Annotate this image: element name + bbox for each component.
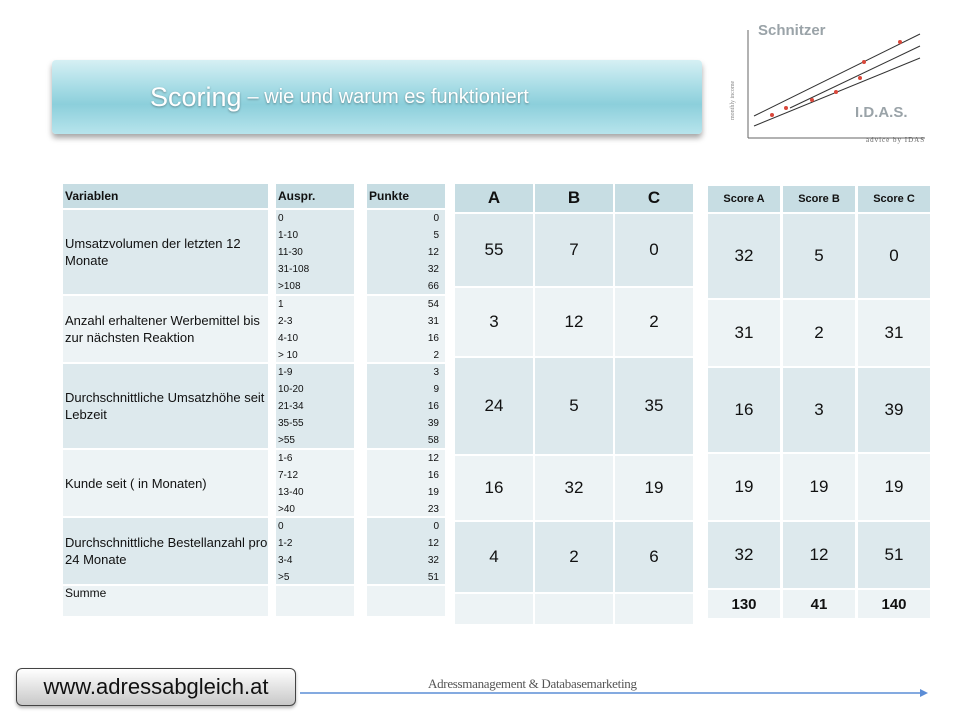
score-c-row-2: 31 bbox=[858, 300, 930, 366]
footer-arrow-line bbox=[300, 686, 930, 700]
punkte-row-3: 3 9 16 39 58 bbox=[367, 364, 445, 448]
score-a-row-2: 31 bbox=[708, 300, 780, 366]
c-row-2: 2 bbox=[615, 288, 693, 356]
a-row-1: 55 bbox=[455, 214, 533, 286]
score-b-sum: 41 bbox=[783, 590, 855, 618]
footer-tagline: Adressmanagement & Databasemarketing bbox=[428, 676, 637, 691]
header-score-c: Score C bbox=[858, 186, 930, 212]
auspr-row-5: 0 1-2 3-4 >5 bbox=[276, 518, 354, 584]
punkte-row-2: 54 31 16 2 bbox=[367, 296, 445, 362]
c-row-3: 35 bbox=[615, 358, 693, 454]
punkte-row-5: 0 12 32 51 bbox=[367, 518, 445, 584]
score-a-row-5: 32 bbox=[708, 522, 780, 588]
summe-label: Summe bbox=[63, 586, 268, 616]
b-row-1: 7 bbox=[535, 214, 613, 286]
score-b-row-2: 2 bbox=[783, 300, 855, 366]
header-a: A bbox=[455, 184, 533, 212]
auspr-summe bbox=[276, 586, 354, 616]
header-punkte: Punkte bbox=[367, 184, 445, 208]
auspr-row-4: 1-6 7-12 13-40 >40 bbox=[276, 450, 354, 516]
header-score-b: Score B bbox=[783, 186, 855, 212]
variable-row-4: Kunde seit ( in Monaten) bbox=[63, 450, 268, 516]
b-row-2: 12 bbox=[535, 288, 613, 356]
a-row-4: 16 bbox=[455, 456, 533, 520]
variable-row-1: Umsatzvolumen der letzten 12 Monate bbox=[63, 210, 268, 294]
a-row-2: 3 bbox=[455, 288, 533, 356]
a-row-3: 24 bbox=[455, 358, 533, 454]
page-subtitle: – wie und warum es funktioniert bbox=[247, 85, 529, 108]
b-summe bbox=[535, 594, 613, 624]
b-row-4: 32 bbox=[535, 456, 613, 520]
page-title: Scoring bbox=[150, 81, 242, 112]
score-c-row-3: 39 bbox=[858, 368, 930, 452]
schnitzer-idas-logo bbox=[720, 20, 935, 150]
logo-schnitzer-text: Schnitzer bbox=[758, 22, 826, 39]
c-row-5: 6 bbox=[615, 522, 693, 592]
header-auspr: Auspr. bbox=[276, 184, 354, 208]
punkte-summe bbox=[367, 586, 445, 616]
score-c-row-5: 51 bbox=[858, 522, 930, 588]
b-row-3: 5 bbox=[535, 358, 613, 454]
title-banner bbox=[52, 60, 702, 134]
score-a-row-4: 19 bbox=[708, 454, 780, 520]
score-a-sum: 130 bbox=[708, 590, 780, 618]
header-score-a: Score A bbox=[708, 186, 780, 212]
auspr-row-2: 1 2-3 4-10 > 10 bbox=[276, 296, 354, 362]
website-url-button[interactable]: www.adressabgleich.at bbox=[16, 668, 296, 706]
variable-row-2: Anzahl erhaltener Werbemittel bis zur nächsten Reaktion bbox=[63, 296, 268, 362]
c-row-4: 19 bbox=[615, 456, 693, 520]
score-a-row-1: 32 bbox=[708, 214, 780, 298]
header-b: B bbox=[535, 184, 613, 212]
score-b-row-1: 5 bbox=[783, 214, 855, 298]
score-b-row-4: 19 bbox=[783, 454, 855, 520]
logo-axis-label: monthly income bbox=[730, 80, 736, 120]
logo-advice-text: advice by IDAS bbox=[866, 136, 926, 144]
c-row-1: 0 bbox=[615, 214, 693, 286]
logo-idas-text: I.D.A.S. bbox=[855, 104, 908, 121]
a-row-5: 4 bbox=[455, 522, 533, 592]
score-b-row-3: 3 bbox=[783, 368, 855, 452]
auspr-row-3: 1-9 10-20 21-34 35-55 >55 bbox=[276, 364, 354, 448]
punkte-row-1: 0 5 12 32 66 bbox=[367, 210, 445, 294]
b-row-5: 2 bbox=[535, 522, 613, 592]
variable-row-3: Durchschnittliche Umsatzhöhe seit Lebzeit bbox=[63, 364, 268, 448]
score-c-row-4: 19 bbox=[858, 454, 930, 520]
punkte-row-4: 12 16 19 23 bbox=[367, 450, 445, 516]
auspr-row-1: 0 1-10 11-30 31-108 >108 bbox=[276, 210, 354, 294]
score-c-row-1: 0 bbox=[858, 214, 930, 298]
header-c: C bbox=[615, 184, 693, 212]
header-variablen: Variablen bbox=[63, 184, 268, 208]
score-c-sum: 140 bbox=[858, 590, 930, 618]
c-summe bbox=[615, 594, 693, 624]
a-summe bbox=[455, 594, 533, 624]
score-a-row-3: 16 bbox=[708, 368, 780, 452]
score-b-row-5: 12 bbox=[783, 522, 855, 588]
variable-row-5: Durchschnittliche Bestellanzahl pro 24 Monate bbox=[63, 518, 268, 584]
